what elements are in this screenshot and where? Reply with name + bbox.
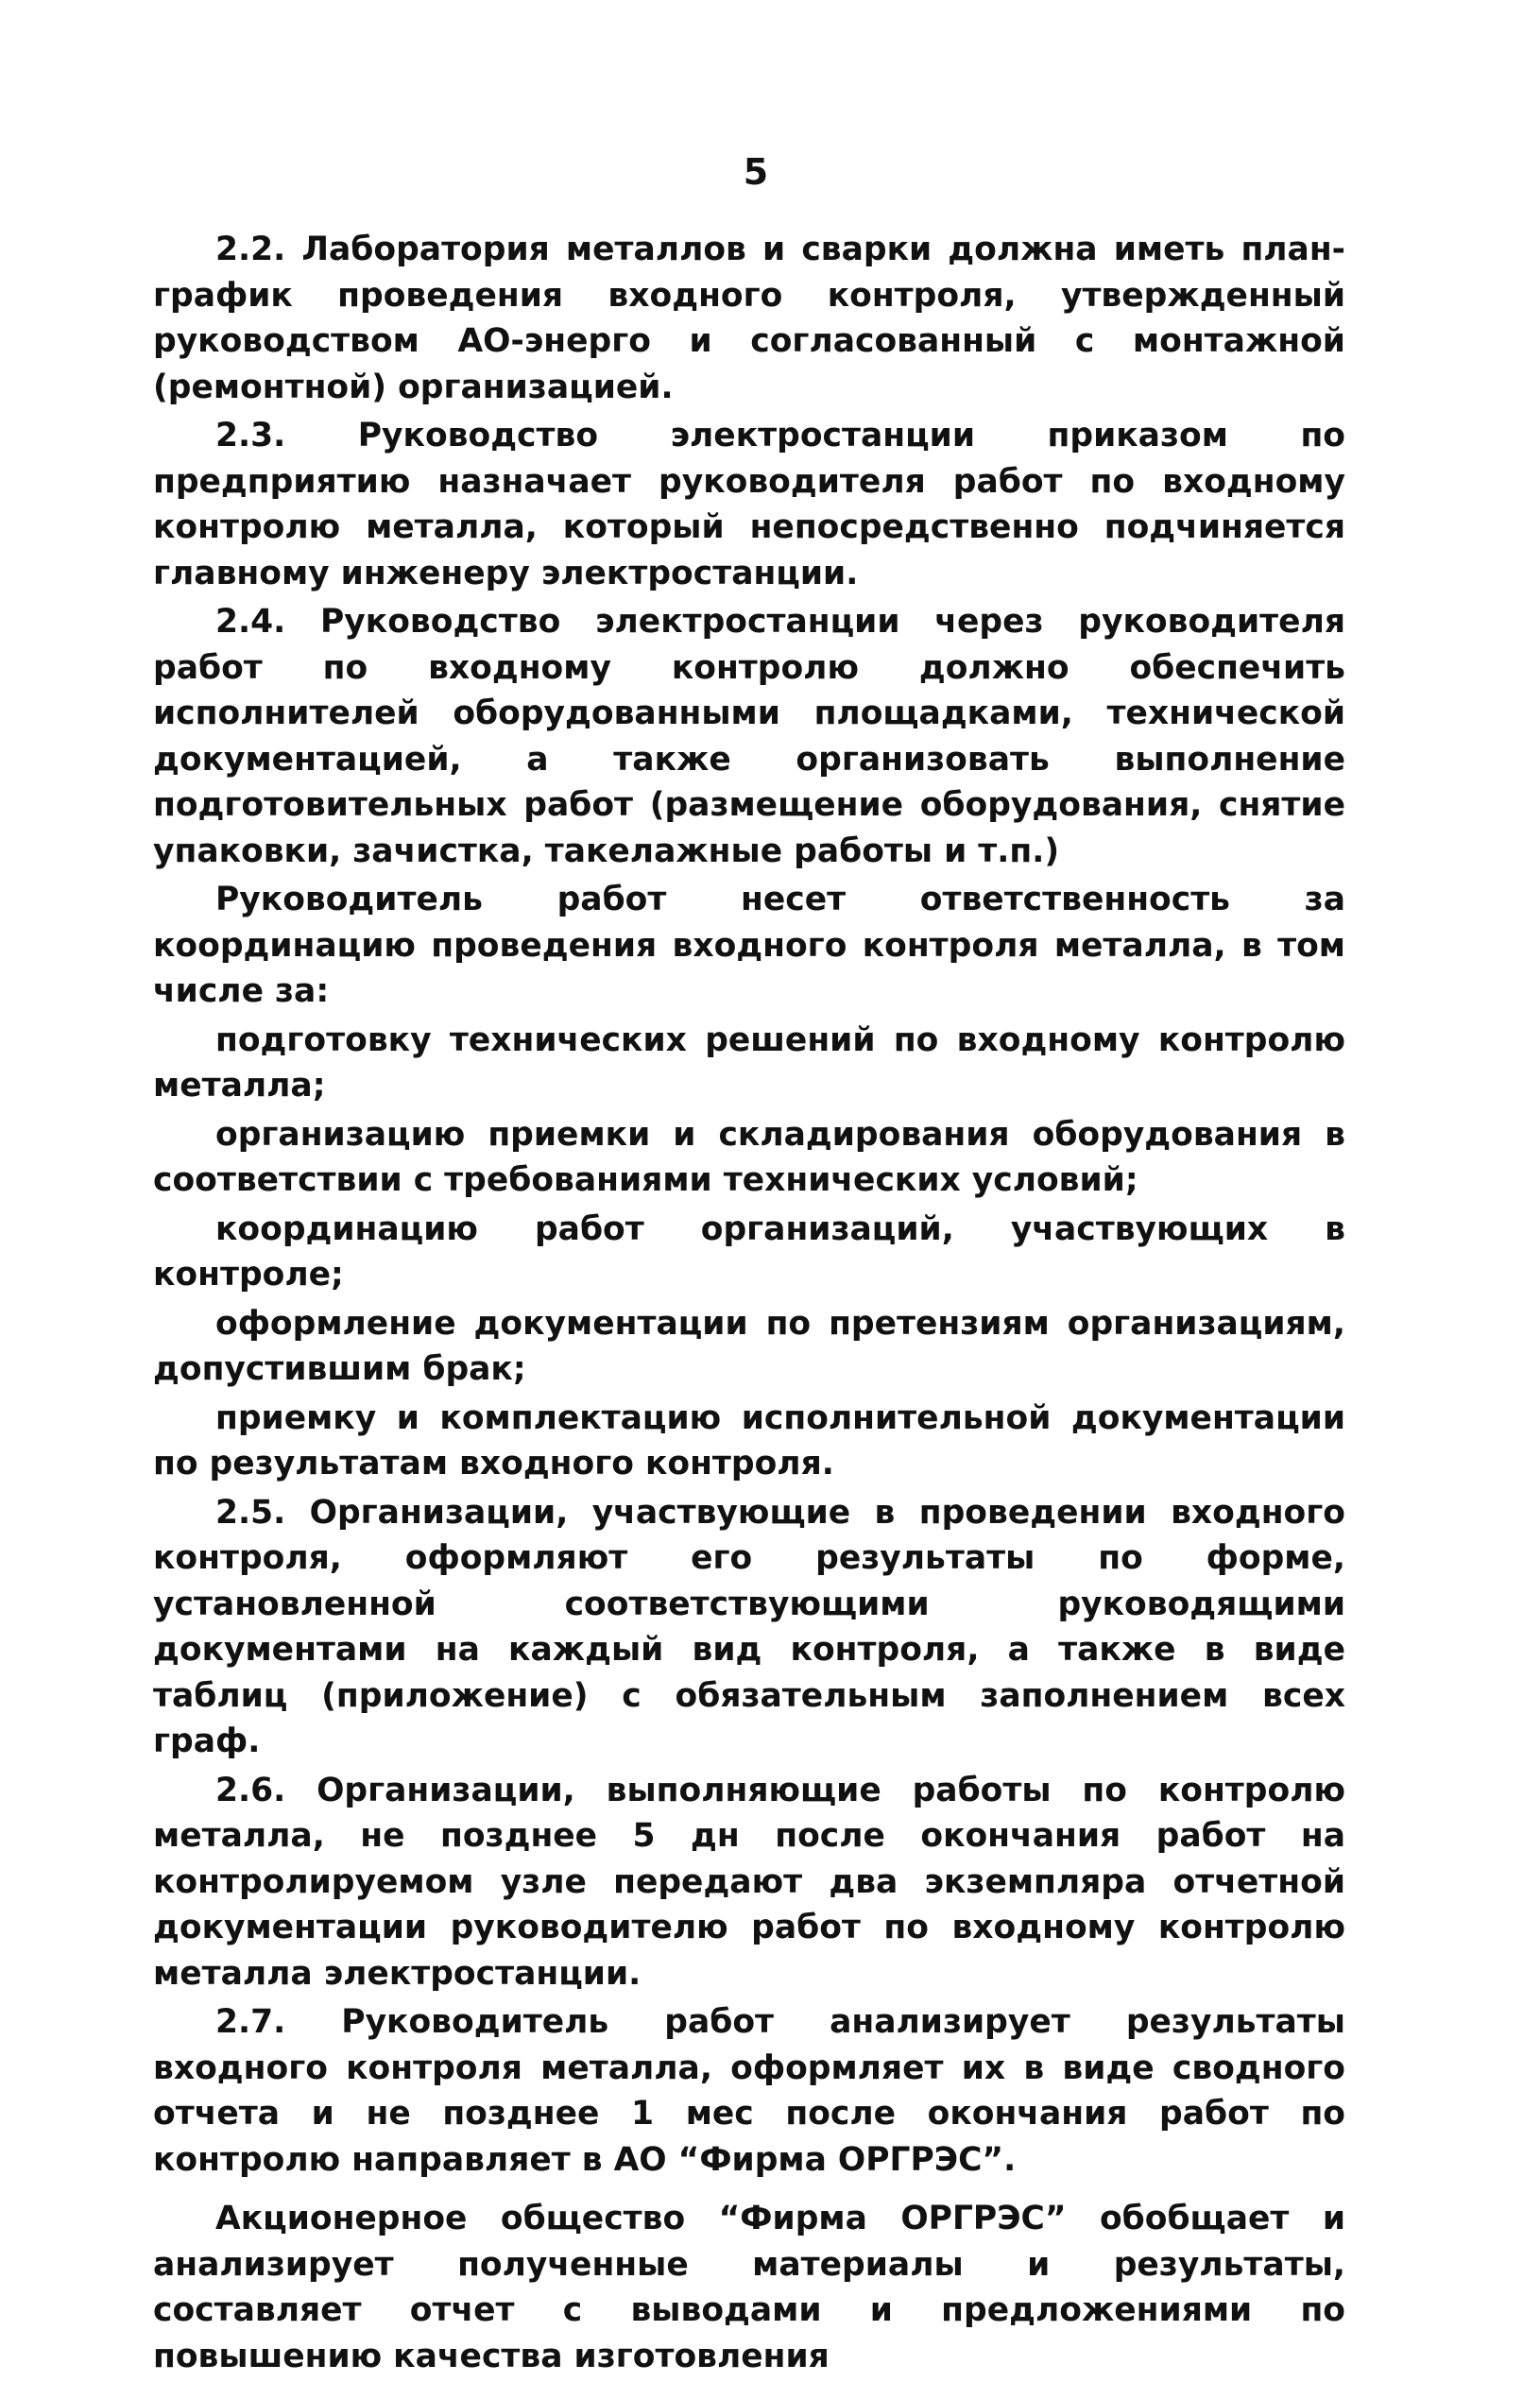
paragraph-2-4: 2.4. Руководство электростанции через руководителя работ по входному контролю должно обеспечить исполнителей оборудованными площадками, технической документацией, а также организовать выполнение подготовительных работ (размещение оборудования, снятие упаковки, зачистка, такелажные работы и т.п.) [153,603,1345,870]
paragraph-2-5: 2.5. Организации, участвующие в проведении входного контроля, оформляют его результаты по форме, установленной соответствующими руководящими документами на каждый вид контроля, а также в виде таблиц (приложение) с обязательным заполнением всех граф. [153,1493,1345,1760]
list-item: организацию приемки и складирования оборудования в соответствии с требованиями технических условий; [153,1115,1345,1199]
paragraph-responsibility-intro: Руководитель работ несет ответственность за координацию проведения входного контроля металла, в том числе за: [153,881,1345,1010]
responsibilities-list [153,1018,1345,1487]
paragraph-2-3: 2.3. Руководство электростанции приказом по предприятию назначает руководителя работ по входному контролю металла, который непосредственно подчиняется главному инженеру электростанции. [153,417,1345,592]
paragraph-2-2: 2.2. Лаборатория металлов и сварки должна иметь план-график проведения входного контроля, утвержденный руководством АО-энерго и согласованный с монтажной (ремонтной) организацией. [153,231,1345,406]
paragraph-orgres: Акционерное общество “Фирма ОРГРЭС” обобщает и анализирует полученные материалы и результаты, составляет отчет с выводами и предложениями по повышению качества изготовления [153,2200,1345,2375]
paragraph-2-6: 2.6. Организации, выполняющие работы по контролю металла, не позднее 5 дн после окончания работ на контролируемом узле передают два экземпляра отчетной документации руководителю работ по входному контролю металла электростанции. [153,1771,1345,1993]
list-item: приемку и комплектацию исполнительной документации по результатам входного контроля. [153,1398,1345,1482]
list-item: подготовку технических решений по входному контролю металла; [153,1020,1345,1105]
list-item: оформление документации по претензиям организациям, допустившим брак; [153,1304,1345,1388]
page-number: 5 [743,151,769,193]
document-body [153,227,1345,2382]
paragraph-2-7: 2.7. Руководитель работ анализирует результаты входного контроля металла, оформляет их в виде сводного отчета и не позднее 1 мес после окончания работ по контролю направляет в АО “Фирма ОРГРЭС”. [153,2003,1345,2179]
list-item: координацию работ организаций, участвующих в контроле; [153,1209,1345,1294]
